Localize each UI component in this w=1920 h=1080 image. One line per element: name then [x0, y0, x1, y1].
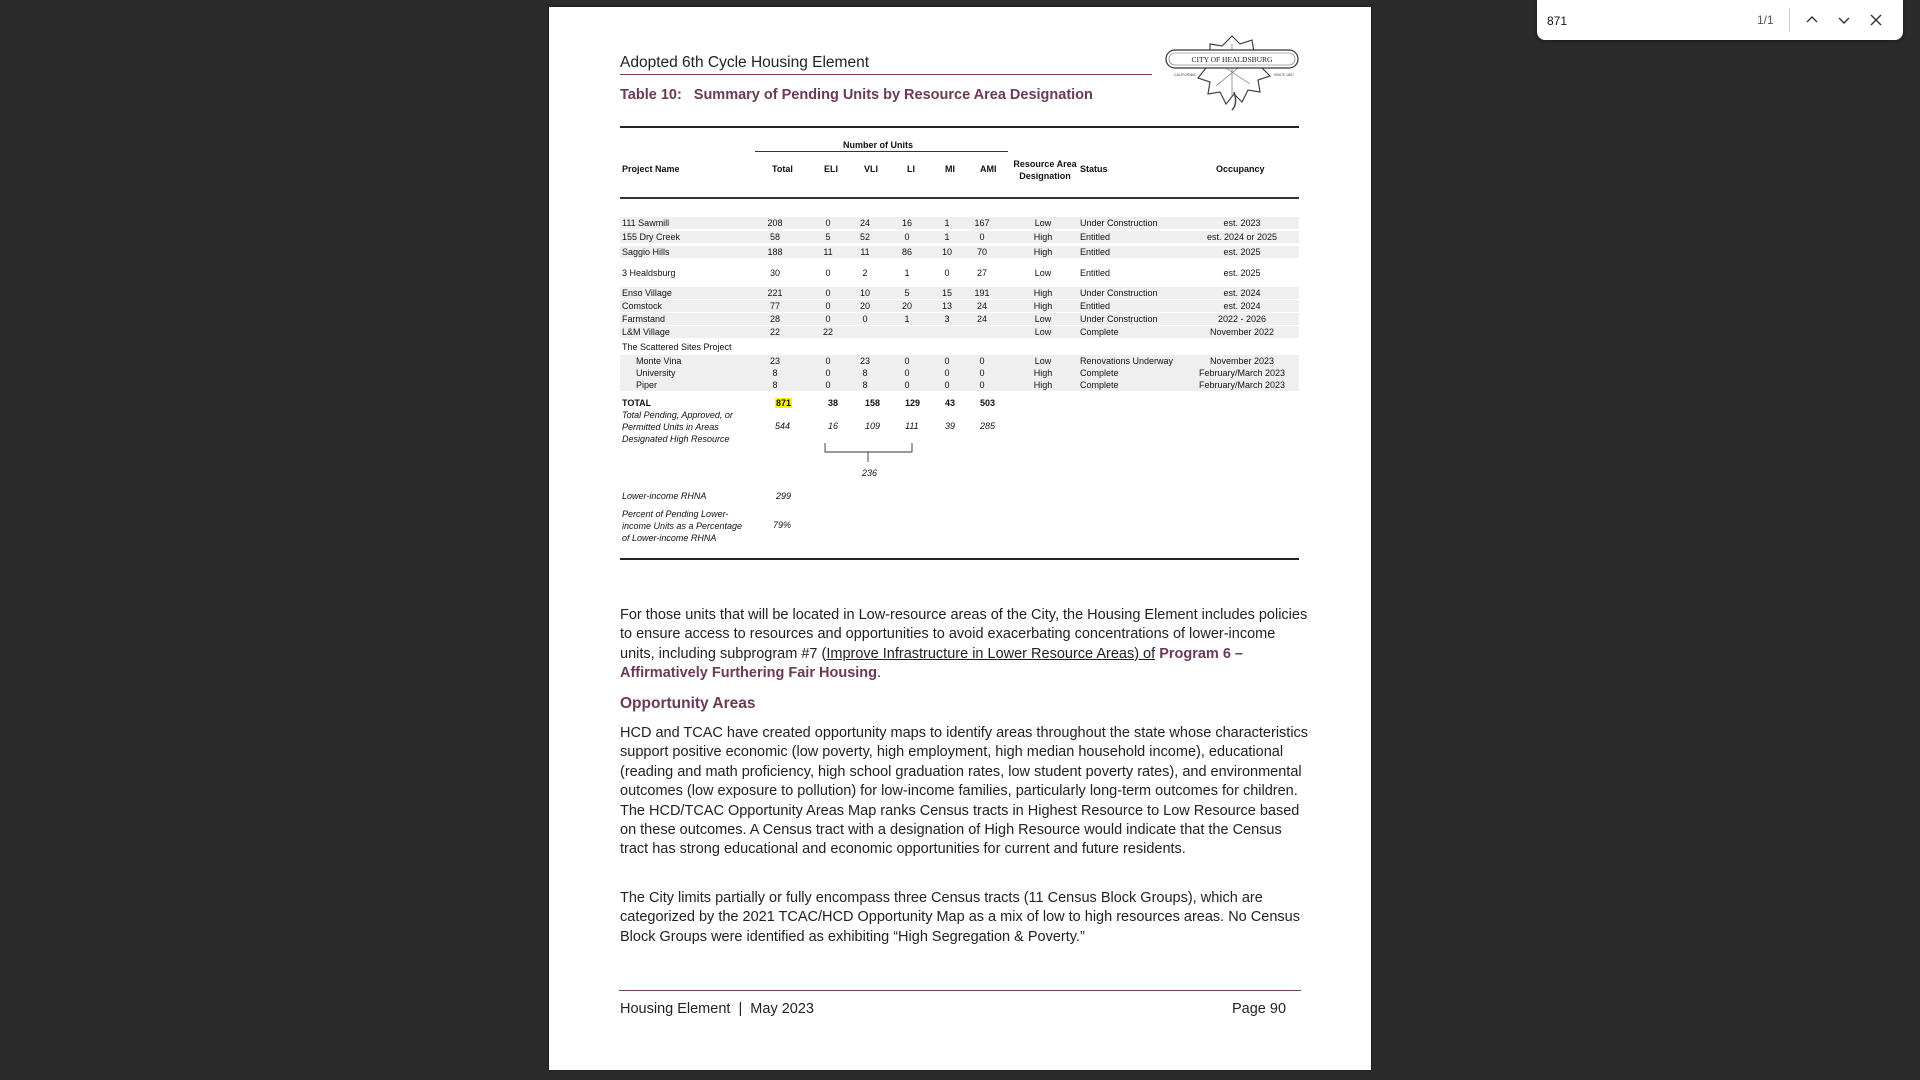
cell-mi: 0 — [944, 380, 950, 390]
cell-occ: est. 2025 — [1223, 247, 1261, 257]
cell-status: Complete — [1080, 380, 1119, 390]
header-rule — [620, 74, 1152, 75]
total-value — [775, 398, 792, 408]
program-6-text: Program 6 – Affirmatively Furthering Fair Housing — [620, 645, 1244, 682]
project-name: 3 Healdsburg — [622, 268, 676, 278]
city-logo — [1162, 30, 1302, 112]
search-highlight: 871 — [776, 398, 792, 408]
cell-ami: 70 — [976, 247, 987, 257]
cell-res: High — [1033, 380, 1053, 390]
header-bottom-rule — [620, 197, 1299, 199]
project-name: Monte Vina — [636, 356, 682, 366]
find-input[interactable] — [1545, 8, 1739, 34]
document-header-title: Adopted 6th Cycle Housing Element — [620, 54, 870, 71]
cell-occ: est. 2024 — [1223, 301, 1261, 311]
cell-mi: 10 — [941, 247, 952, 257]
high-resource-label-3: Designated High Resource — [622, 434, 730, 444]
high-resource-label-2: Permitted Units in Areas — [622, 422, 719, 432]
subprogram-link[interactable]: Improve Infrastructure in Lower Resource Areas) of — [826, 645, 1156, 662]
cell-ami: 27 — [976, 268, 987, 278]
cell-res: High — [1033, 247, 1053, 257]
cell-mi: 3 — [944, 314, 950, 324]
cell-status: Under Construction — [1080, 314, 1158, 324]
cell-ami: 24 — [976, 314, 987, 324]
cell-total: 22 — [769, 327, 780, 337]
cell-status: Entitled — [1080, 232, 1111, 242]
cell-vli: 23 — [859, 356, 870, 366]
cell-vli: 11 — [860, 247, 870, 257]
cell-occ: est. 2025 — [1223, 268, 1261, 278]
cell-eli: 0 — [825, 288, 831, 298]
cell-mi: 15 — [941, 288, 952, 298]
cell-total: 208 — [767, 218, 783, 228]
cell-ami: 0 — [979, 380, 985, 390]
cell-eli: 11 — [823, 247, 833, 257]
percent-label-3: of Lower-income RHNA — [622, 533, 717, 543]
cell-vli: 20 — [859, 301, 870, 311]
cell-occ: est. 2023 — [1223, 218, 1261, 228]
total-label: TOTAL — [622, 398, 652, 408]
rhna-label: Lower-income RHNA — [622, 491, 707, 501]
cell-vli: 52 — [859, 232, 870, 242]
bracket-sum: 236 — [862, 468, 878, 478]
cell-li: 86 — [901, 247, 912, 257]
high-resource-ami: 285 — [980, 421, 996, 431]
percent-label — [622, 508, 742, 544]
cell-status: Renovations Underway — [1080, 356, 1174, 366]
logo-sub-right: SINCE 1857 — [1274, 73, 1294, 77]
cell-eli: 5 — [825, 232, 831, 242]
cell-res: High — [1033, 301, 1053, 311]
high-resource-li: 111 — [905, 421, 919, 431]
high-resource-mi: 39 — [945, 421, 956, 431]
find-match-count: 1/1 — [1757, 13, 1774, 27]
cell-vli: 24 — [859, 218, 870, 228]
cell-vli: 2 — [862, 268, 868, 278]
cell-vli: 8 — [862, 368, 868, 378]
cell-mi: 1 — [944, 218, 950, 228]
cell-vli: 10 — [859, 288, 870, 298]
cell-total: 188 — [767, 247, 783, 257]
project-name: L&M Village — [622, 327, 670, 337]
project-name: The Scattered Sites Project — [622, 342, 732, 352]
cell-status: Under Construction — [1080, 288, 1158, 298]
logo-sub-left: CALIFORNIA — [1174, 73, 1196, 77]
cell-res: Low — [1034, 218, 1052, 228]
project-name: Piper — [636, 380, 658, 390]
cell-eli: 0 — [825, 314, 831, 324]
project-name: Saggio Hills — [622, 247, 670, 257]
cell-li: 0 — [904, 356, 910, 366]
project-name: Farmstand — [622, 314, 666, 324]
cell-res: Low — [1034, 356, 1052, 366]
cell-eli: 0 — [825, 368, 831, 378]
footer-left: Housing Element | May 2023 — [620, 1001, 814, 1017]
cell-status: Entitled — [1080, 301, 1111, 311]
col-header-li: LI — [907, 164, 915, 174]
cell-total: 58 — [769, 232, 780, 242]
para1-text: For those units that will be located in Low-resource areas of the City, the Housing Element includes policies to ensure access to resources and opportunities to avoid exacerbating concentrations of lower-income units, including subprogram #7 ( — [620, 607, 1308, 662]
high-resource-label-1: Total Pending, Approved, or — [622, 410, 733, 420]
cell-ami: 24 — [976, 301, 987, 311]
cell-total: 28 — [769, 314, 780, 324]
cell-eli: 0 — [825, 218, 831, 228]
chevron-up-icon — [1805, 13, 1819, 27]
cell-mi: 0 — [944, 356, 950, 366]
cell-status: Complete — [1080, 368, 1119, 378]
high-resource-eli: 16 — [828, 421, 839, 431]
cell-eli: 0 — [825, 301, 831, 311]
table-title-text: Summary of Pending Units by Resource Area Designation — [693, 87, 1093, 103]
find-bar — [1537, 0, 1903, 40]
table-title — [620, 87, 1093, 103]
cell-status: Complete — [1080, 327, 1119, 337]
cell-status: Entitled — [1080, 247, 1111, 257]
percent-label-1: Percent of Pending Lower- — [622, 509, 729, 519]
percent-label-2: income Units as a Percentage — [622, 521, 743, 531]
para1-end: . — [877, 665, 882, 682]
project-name: 111 Sawmill — [622, 218, 670, 228]
col-header-total: Total — [772, 164, 793, 174]
paragraph-opportunity-maps: HCD and TCAC have created opportunity maps to identify areas throughout the state whose characteristics support positive economic (low poverty, high employment, high median household income), educational (reading and math proficiency, high school graduation rates, low student poverty rates), and environmental outcomes (low exposure to pollution) for low-income families, particularly long-term outcomes for children. The HCD/TCAC Opportunity Areas Map ranks Census tracts in Highest Resource to Low Resource based on these outcomes. A Census tract with a designation of High Resource would indicate that the Census tract has strong educational and economic opportunities for current and future residents. — [620, 725, 1309, 858]
col-header-ami: AMI — [980, 164, 997, 174]
cell-occ: 2022 - 2026 — [1217, 314, 1267, 324]
chevron-down-icon — [1837, 13, 1851, 27]
cell-total: 30 — [769, 268, 780, 278]
table-bottom-rule — [620, 558, 1299, 560]
col-header-resource-line2: Designation — [1019, 171, 1071, 181]
col-header-vli: VLI — [864, 164, 879, 174]
cell-occ: February/March 2023 — [1198, 380, 1286, 390]
project-name: University — [636, 368, 676, 378]
cell-total: 221 — [767, 288, 783, 298]
cell-occ: November 2022 — [1209, 327, 1275, 337]
cell-total: 23 — [769, 356, 780, 366]
cell-mi: 0 — [944, 368, 950, 378]
cell-ami: 167 — [974, 218, 990, 228]
logo-text: CITY OF HEALDSBURG — [1191, 55, 1273, 64]
total-li: 129 — [905, 398, 921, 408]
close-icon — [1869, 13, 1883, 27]
cell-ami: 0 — [979, 232, 985, 242]
cell-occ: November 2023 — [1209, 356, 1275, 366]
cell-li: 1 — [904, 314, 910, 324]
rhna-value: 299 — [776, 491, 792, 501]
cell-li: 5 — [904, 288, 910, 298]
cell-total: 77 — [769, 301, 780, 311]
find-next-button[interactable] — [1831, 8, 1857, 32]
paragraph-low-resource — [620, 606, 1310, 684]
cell-eli: 0 — [825, 268, 831, 278]
cell-eli: 0 — [825, 356, 831, 366]
total-vli: 158 — [865, 398, 881, 408]
high-resource-vli: 109 — [865, 421, 881, 431]
find-separator — [1789, 8, 1790, 32]
high-resource-total: 544 — [775, 421, 791, 431]
cell-occ: February/March 2023 — [1198, 368, 1286, 378]
cell-occ: est. 2024 — [1223, 288, 1261, 298]
cell-total: 8 — [772, 380, 778, 390]
cell-res: Low — [1034, 327, 1052, 337]
footer-rule — [619, 990, 1301, 991]
col-header-project: Project Name — [622, 164, 680, 174]
col-header-occupancy: Occupancy — [1216, 164, 1265, 174]
col-header-mi: MI — [945, 164, 955, 174]
find-previous-button[interactable] — [1799, 8, 1825, 32]
table-number: Table 10: — [620, 87, 682, 103]
page-number: Page 90 — [1232, 1001, 1287, 1017]
col-header-status: Status — [1080, 164, 1108, 174]
group-header-rule — [755, 151, 1008, 152]
project-name: 155 Dry Creek — [622, 232, 681, 242]
cell-vli: 8 — [862, 380, 868, 390]
cell-status: Entitled — [1080, 268, 1111, 278]
table-top-rule — [620, 126, 1299, 128]
cell-ami: 0 — [979, 368, 985, 378]
cell-total: 8 — [772, 368, 778, 378]
high-resource-label — [622, 409, 733, 445]
cell-res: High — [1033, 232, 1053, 242]
cell-occ: est. 2024 or 2025 — [1206, 232, 1278, 242]
col-header-resource — [1008, 158, 1082, 182]
cell-li: 0 — [904, 368, 910, 378]
project-name: Enso Village — [622, 288, 672, 298]
cell-eli: 22 — [822, 327, 833, 337]
cell-mi: 0 — [944, 268, 950, 278]
cell-res: Low — [1034, 314, 1052, 324]
col-header-eli: ELI — [824, 164, 839, 174]
col-group-header: Number of Units — [843, 140, 914, 150]
cell-status: Under Construction — [1080, 218, 1158, 228]
project-name: Comstock — [622, 301, 663, 311]
cell-ami: 191 — [974, 288, 990, 298]
cell-res: Low — [1034, 268, 1052, 278]
section-heading: Opportunity Areas — [620, 695, 756, 712]
cell-res: High — [1033, 368, 1053, 378]
cell-mi: 13 — [941, 301, 952, 311]
cell-li: 1 — [904, 268, 910, 278]
cell-eli: 0 — [825, 380, 831, 390]
paragraph-census-tracts: The City limits partially or fully encompass three Census tracts (11 Census Block Groups), which are categorized by the 2021 TCAC/HCD Opportunity Map as a mix of low to high resources areas. No Census Block Groups were identified as exhibiting “High Segregation & Poverty.” — [620, 890, 1300, 945]
total-mi: 43 — [945, 398, 956, 408]
total-ami: 503 — [980, 398, 996, 408]
cell-ami: 0 — [979, 356, 985, 366]
find-close-button[interactable] — [1863, 8, 1889, 32]
pdf-page — [549, 7, 1371, 1070]
cell-res: High — [1033, 288, 1053, 298]
cell-li: 0 — [904, 380, 910, 390]
cell-mi: 1 — [944, 232, 950, 242]
col-header-resource-line1: Resource Area — [1013, 159, 1077, 169]
cell-li: 0 — [904, 232, 910, 242]
total-eli: 38 — [828, 398, 839, 408]
cell-vli: 0 — [862, 314, 868, 324]
cell-li: 20 — [901, 301, 912, 311]
percent-value: 79% — [773, 520, 792, 530]
cell-li: 16 — [901, 218, 912, 228]
